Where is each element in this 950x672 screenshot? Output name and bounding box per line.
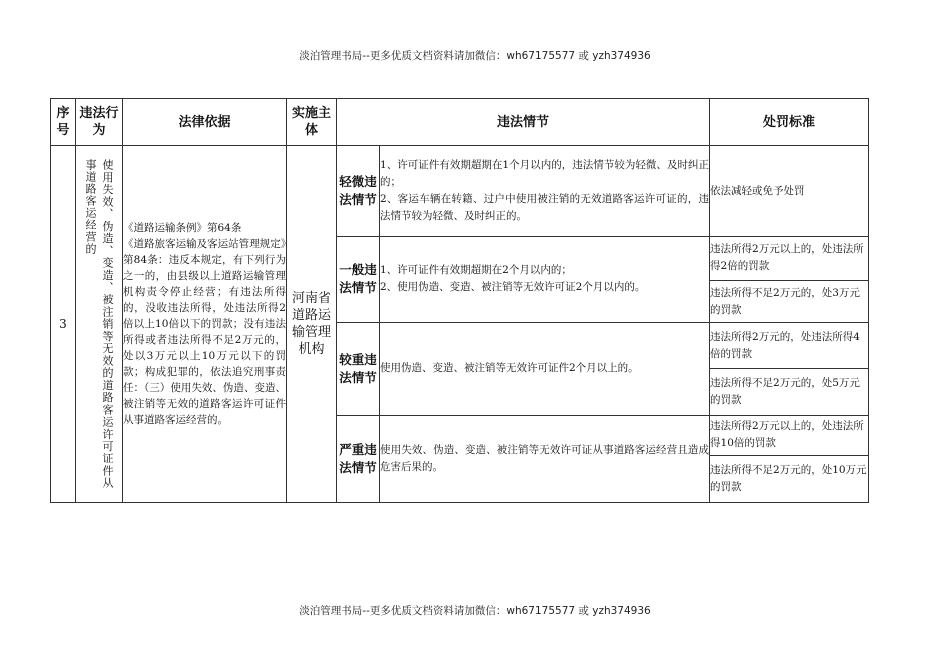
- header-basis: 法律依据: [123, 99, 287, 146]
- detail-line: 使用失效、伪造、变造、被注销等无效许可证从事道路客运经营且造成危害后果的。: [380, 443, 710, 473]
- header-authority: 实施主体: [287, 99, 337, 146]
- level-severe: 严重违法情节: [337, 415, 380, 502]
- detail-serious: [380, 323, 710, 416]
- penalty-table: [50, 98, 869, 503]
- seq-number: 3: [51, 146, 76, 503]
- penalty-general-1: 违法所得2万元以上的，处违法所得2倍的罚款: [710, 236, 869, 280]
- legal-basis-line: 《道路运输条例》第64条: [123, 222, 242, 235]
- header-penalty: 处罚标准: [710, 99, 869, 146]
- violation-cell: [76, 146, 123, 503]
- level-minor: 轻微违法情节: [337, 146, 380, 236]
- header-row: [51, 99, 869, 146]
- watermark-top: 淡泊管理书局--更多优质文档资料请加微信：wh67175577 或 yzh374936: [299, 50, 651, 62]
- detail-line: 使用伪造、变造、被注销等无效许可证件2个月以上的。: [380, 362, 639, 375]
- detail-line: 1、许可证件有效期超期在1个月以内的，违法情节较为轻微、及时纠正的；: [380, 159, 710, 188]
- penalty-serious-1: 违法所得2万元的，处违法所得4倍的罚款: [710, 323, 869, 369]
- penalty-serious-2: 违法所得不足2万元的，处5万元的罚款: [710, 369, 869, 415]
- detail-line: 1、许可证件有效期超期在2个月以内的；: [380, 264, 572, 277]
- header-violation: 违法行为: [76, 99, 123, 146]
- detail-severe: [380, 415, 710, 502]
- violation-text: 使用失效、伪造、变造、被注销等无效的道路客运许可证件从事道路客运经营的: [84, 159, 114, 490]
- header-circumstance: 违法情节: [337, 99, 710, 146]
- legal-basis-line: 《道路旅客运输及客运站管理规定》第84条：违反本规定，有下列行为之一的，由县级以上道路运输管理机构责令停止经营；有违法所得的，没收违法所得，处违法所得2倍以上10倍以下的罚款；没有违法所得或者违法所得不足2万元的，处以3万元以上10万元以下的罚款；构成犯罪的，依法追究刑事责任：（三）使用失效、伪造、变造、被注销等无效的道路客运许可证件从事道路客运经营的。: [123, 238, 286, 427]
- detail-minor: [380, 146, 710, 236]
- legal-basis: [123, 146, 287, 503]
- detail-line: 2、客运车辆在转籍、过户中使用被注销的无效道路客运许可证的，违法情节较为轻微、及时纠正的。: [380, 193, 710, 222]
- watermark-bottom: 淡泊管理书局--更多优质文档资料请加微信：wh67175577 或 yzh374936: [299, 605, 651, 617]
- detail-line: 2、使用伪造、变造、被注销等无效许可证2个月以内的。: [380, 281, 646, 294]
- penalty-severe-2: 违法所得不足2万元的，处10万元的罚款: [710, 455, 869, 502]
- level-general: 一般违法情节: [337, 236, 380, 322]
- enforcement-authority: 河南省道路运输管理机构: [287, 146, 337, 503]
- header-seq: 序号: [51, 99, 76, 146]
- detail-general: [380, 236, 710, 322]
- penalty-minor: 依法减轻或免予处罚: [710, 146, 869, 236]
- penalty-severe-1: 违法所得2万元以上的，处违法所得10倍的罚款: [710, 415, 869, 455]
- table-row: [51, 146, 869, 236]
- penalty-general-2: 违法所得不足2万元的，处3万元的罚款: [710, 280, 869, 322]
- level-serious: 较重违法情节: [337, 323, 380, 416]
